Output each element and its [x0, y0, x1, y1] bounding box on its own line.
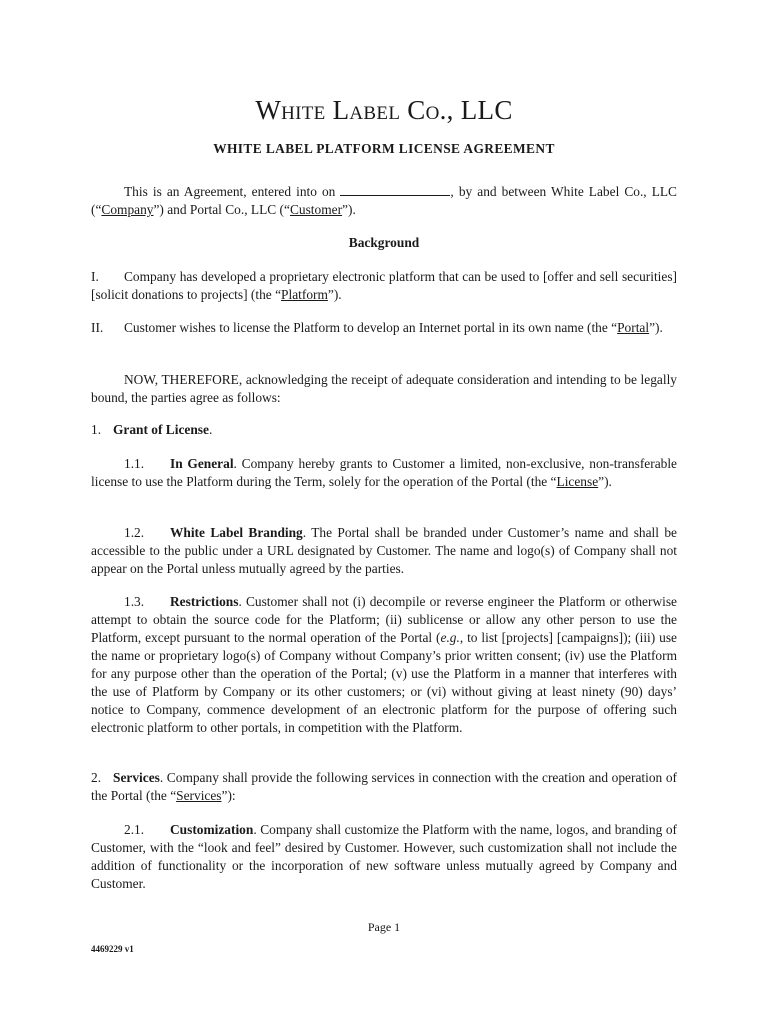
defined-term-customer: Customer [289, 202, 343, 217]
background-item-1: I. Company has developed a proprietary electronic platform that can be used to [offer and sell securities] [solicit donations to projects] (the “Platform”). [91, 269, 677, 302]
section-1-3: 1.3. Restrictions. Customer shall not (i) decompile or reverse engineer the Platform or otherwise attempt to obtain the source code for the Platform; (ii) sublicense or allow any other person to use the Platform, except pursuant to the normal operation of the Portal (e.g., to list [projects] [campaigns]); (iii) use the name or proprietary logo(s) of Company without Company’s prior written consent; (iv) use the Platform for any purpose other than the operation of the Portal; (v) use the Platform in a manner that interferes with the use of Platform by Company or its other customers; or (vi) without giving at least ninety (90) days’ notice to Company, commence development of an electronic platform for the purpose of offering such electronic platform to other portals, in competition with the Platform. [91, 594, 677, 735]
company-title: White Label Co., LLC [255, 95, 513, 125]
date-blank-line [340, 183, 450, 196]
now-therefore-paragraph: NOW, THEREFORE, acknowledging the receipt of adequate consideration and intending to be legally bound, the parties agree as follows: [91, 372, 677, 405]
section-2-1: 2.1. Customization. Company shall customize the Platform with the name, logos, and branding of Customer, with the “look and feel” desired by Customer. However, such customization shall not include the addition of functionality or the incorporation of new software unless mutually agreed by Company and Customer. [91, 822, 677, 891]
section-1-1: 1.1. In General. Company hereby grants to Customer a limited, non-exclusive, non-transferable license to use the Platform during the Term, solely for the operation of the Portal (the “License”). [91, 456, 677, 489]
page-number: Page 1 [367, 920, 401, 934]
defined-term-services: Services [176, 788, 222, 803]
background-item-2: II. Customer wishes to license the Platform to develop an Internet portal in its own name (the “Portal”). [91, 320, 663, 335]
defined-term-license: License [556, 474, 599, 489]
intro-paragraph: This is an Agreement, entered into on , by and between White Label Co., LLC (“Company”) and Portal Co., LLC (“Customer”). [91, 184, 677, 217]
section-1-2: 1.2. White Label Branding. The Portal shall be branded under Customer’s name and shall be accessible to the public under a URL designated by Customer. The name and logo(s) of Company shall not appear on the Portal unless mutually agreed by the parties. [91, 525, 677, 576]
document-id: 4469229 v1 [91, 944, 134, 954]
background-heading: Background [348, 235, 420, 250]
defined-term-platform: Platform [281, 287, 328, 302]
section-2: 2. Services. Company shall provide the following services in connection with the creation and operation of the Portal (the “Services”): [91, 770, 677, 803]
defined-term-company: Company [101, 202, 154, 217]
agreement-title: WHITE LABEL PLATFORM LICENSE AGREEMENT [213, 141, 555, 156]
section-1-heading: 1. Grant of License. [91, 422, 213, 437]
defined-term-portal: Portal [617, 320, 650, 335]
